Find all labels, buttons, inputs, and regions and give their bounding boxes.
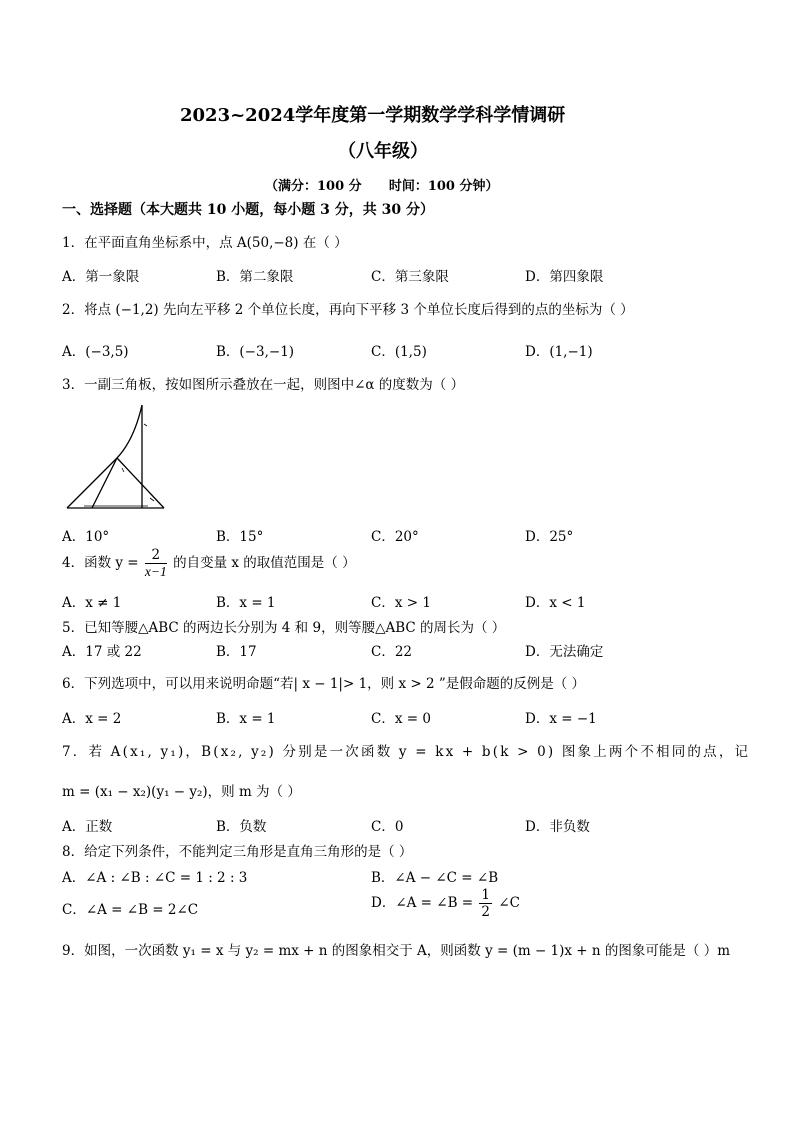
question-4 (62, 547, 356, 580)
q3-option-c: C．20° (371, 529, 419, 545)
q2-option-a: A．(−3,5) (62, 344, 129, 360)
q1-option-c: C．第三象限 (371, 269, 449, 285)
q4-option-c: C．x > 1 (371, 595, 431, 611)
question-9: 9．如图，一次函数 y₁ = x 与 y₂ = mx + n 的图象相交于 A，则函数 y = (m − 1)x + n 的图象可能是（ ）m (62, 943, 730, 959)
q4-fraction-den: x−1 (144, 564, 167, 579)
q8-fraction-den: 2 (481, 904, 491, 920)
q6-option-c: C．x = 0 (371, 711, 431, 727)
q4-fraction (145, 547, 167, 580)
section-heading: 一、选择题（本大题共 10 小题，每小题 3 分，共 30 分） (62, 202, 434, 218)
q1-option-a: A．第一象限 (62, 269, 140, 285)
q5-option-d: D．无法确定 (525, 644, 604, 660)
q2-option-b: B．(−3,−1) (216, 344, 295, 360)
q8-option-d-post: ∠C (498, 895, 520, 911)
q8-option-b: B．∠A − ∠C = ∠B (371, 870, 499, 886)
q7-option-c: C．0 (371, 819, 404, 835)
q4-option-a: A．x ≠ 1 (62, 595, 122, 611)
question-6: 6．下列选项中，可以用来说明命题“若| x − 1|> 1，则 x > 2 ”是假命题的反例是（ ） (62, 676, 586, 692)
question-8: 8．给定下列条件，不能判定三角形是直角三角形的是（ ） (62, 844, 413, 860)
q5-option-c: C．22 (371, 644, 413, 660)
q8-option-d-fraction (479, 887, 492, 920)
q4-fraction-num: 2 (145, 547, 167, 564)
q8-option-d-pre: D．∠A = ∠B = (371, 895, 474, 911)
q7-option-b: B．负数 (216, 819, 267, 835)
question-7-line2: m = (x₁ − x₂)(y₁ − y₂)，则 m 为（ ） (62, 784, 301, 800)
q4-stem-pre: 4．函数 y = (62, 555, 139, 571)
q7-option-a: A．正数 (62, 819, 113, 835)
q7-option-d: D．非负数 (525, 819, 590, 835)
q6-option-b: B．x = 1 (216, 711, 276, 727)
q8-fraction-num: 1 (481, 887, 491, 903)
q6-option-d: D．x = −1 (525, 711, 597, 727)
q3-option-a: A．10° (62, 529, 110, 545)
exam-meta: （满分：100 分 时间：100 分钟） (265, 179, 499, 194)
question-2: 2．将点 (−1,2) 先向左平移 2 个单位长度，再向下平移 3 个单位长度后得到的点的坐标为（ ） (62, 302, 634, 318)
q1-option-d: D．第四象限 (525, 269, 604, 285)
question-7: 7．若 A(x₁, y₁)，B(x₂, y₂) 分别是一次函数 y = kx + b(k > 0) 图象上两个不相同的点，记 (62, 744, 751, 760)
q4-option-b: B．x = 1 (216, 595, 276, 611)
grade-label: （八年级） (338, 141, 428, 162)
q4-option-d: D．x < 1 (525, 595, 586, 611)
q1-option-b: B．第二象限 (216, 269, 294, 285)
q8-option-d (371, 887, 520, 920)
q5-option-b: B．17 (216, 644, 257, 660)
q8-option-a: A．∠A : ∠B : ∠C = 1 : 2 : 3 (62, 870, 248, 886)
q6-option-a: A．x = 2 (62, 711, 122, 727)
q8-option-c: C．∠A = ∠B = 2∠C (62, 902, 199, 918)
q4-stem-post: 的自变量 x 的取值范围是（ ） (173, 555, 356, 571)
q2-option-c: C．(1,5) (371, 344, 427, 360)
q3-option-b: B．15° (216, 529, 264, 545)
page-title: 2023~2024学年度第一学期数学学科学情调研 (180, 105, 566, 126)
triangle-figure (62, 400, 172, 515)
q5-option-a: A．17 或 22 (62, 644, 142, 660)
question-5: 5．已知等腰△ABC 的两边长分别为 4 和 9，则等腰△ABC 的周长为（ ） (62, 620, 506, 636)
question-1: 1．在平面直角坐标系中，点 A(50,−8) 在（ ） (62, 235, 348, 251)
question-3: 3．一副三角板，按如图所示叠放在一起，则图中∠α 的度数为（ ） (62, 377, 465, 393)
q3-option-d: D．25° (525, 529, 574, 545)
q2-option-d: D．(1,−1) (525, 344, 593, 360)
